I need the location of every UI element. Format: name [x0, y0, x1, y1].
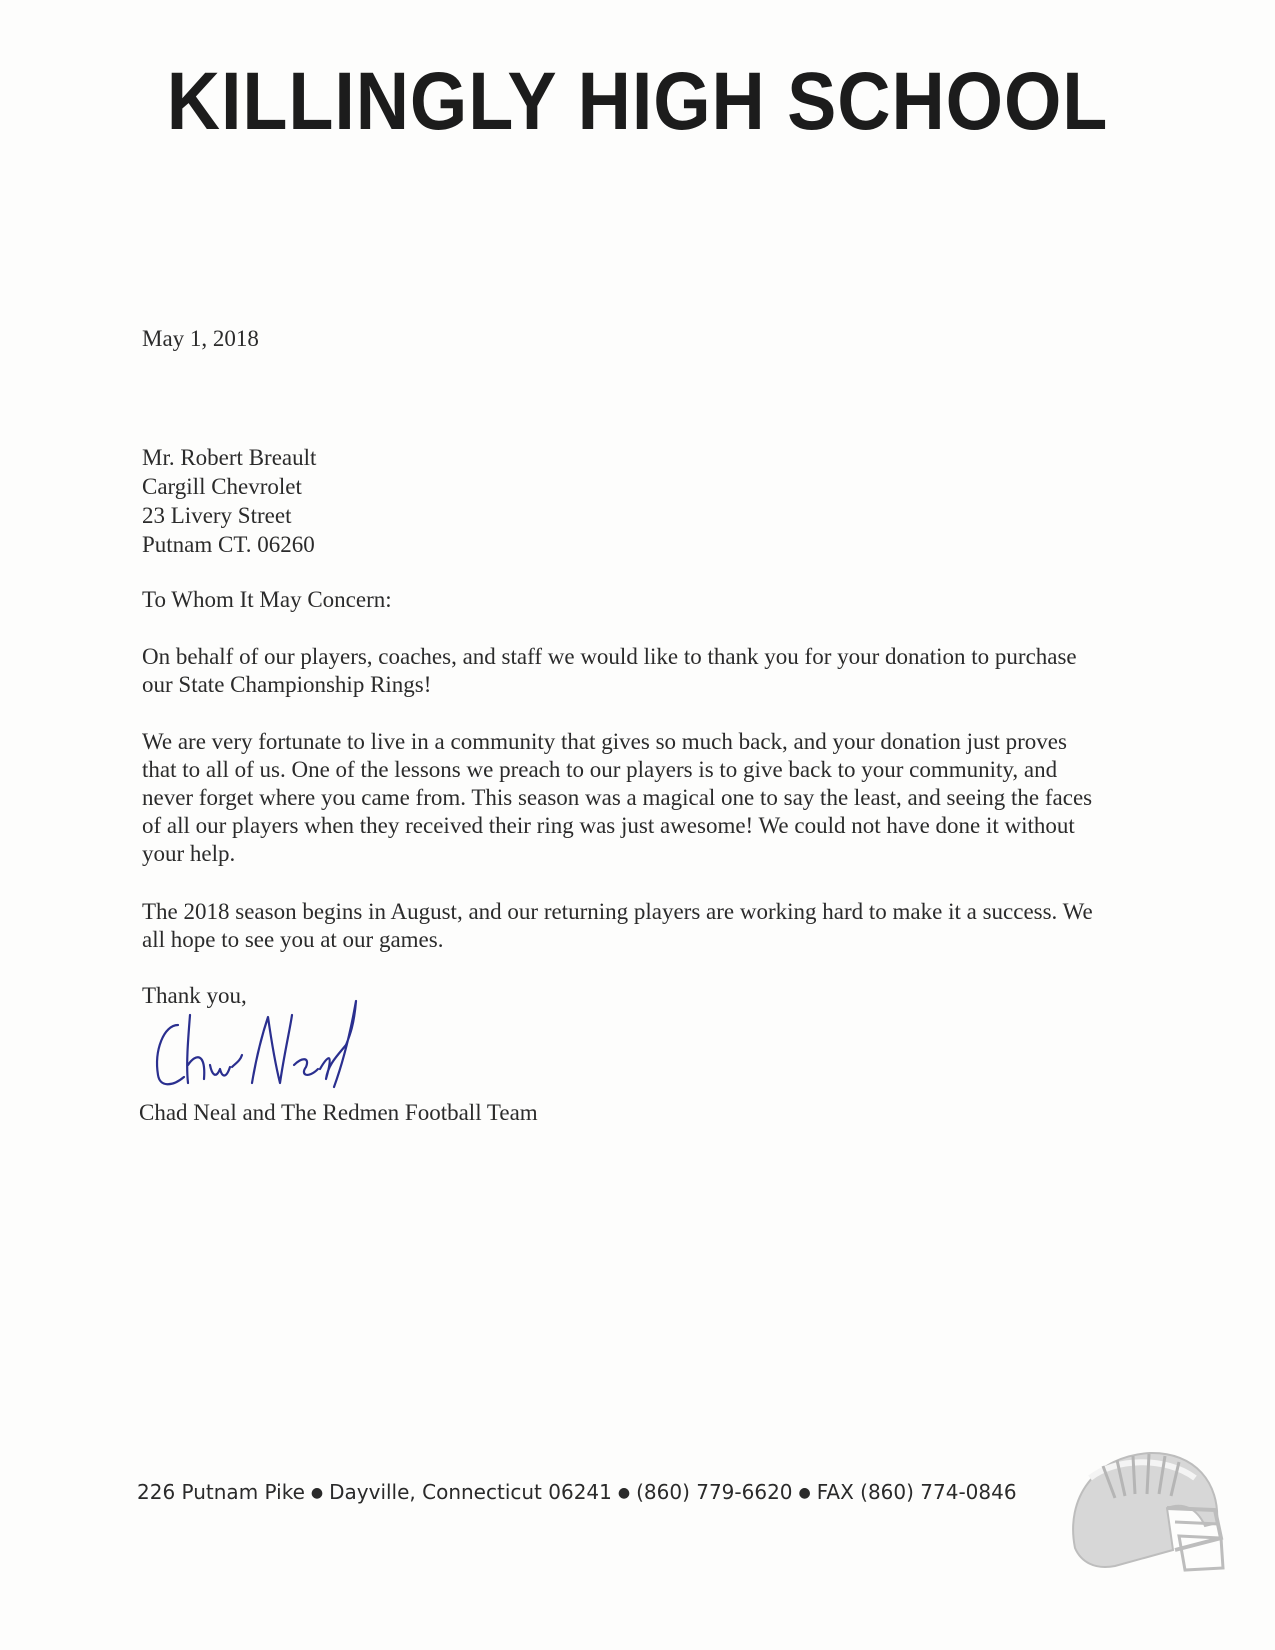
- recipient-name: Mr. Robert Breault: [142, 445, 317, 470]
- footer-fax: FAX (860) 774-0846: [816, 1480, 1017, 1504]
- body-paragraph: The 2018 season begins in August, and our returning players are working hard to make it a success. We all hope to see you at our games.: [142, 899, 1093, 952]
- letterhead-title: KILLINGLY HIGH SCHOOL: [166, 56, 1109, 147]
- handwritten-signature: [150, 995, 380, 1095]
- footer-contact: [137, 1480, 1017, 1504]
- bullet-separator: ●: [617, 1485, 631, 1501]
- body-paragraph: On behalf of our players, coaches, and staff we would like to thank you for your donation to purchase our State Championship Rings!: [142, 644, 1077, 697]
- signer-name: Chad Neal and The Redmen Football Team: [139, 1100, 538, 1125]
- helmet-logo-icon: [1055, 1438, 1225, 1588]
- recipient-city: Putnam CT. 06260: [142, 532, 315, 557]
- footer-city: Dayville, Connecticut 06241: [329, 1480, 612, 1504]
- recipient-address: [142, 443, 316, 559]
- recipient-company: Cargill Chevrolet: [142, 474, 302, 499]
- bullet-separator: ●: [310, 1485, 324, 1501]
- letter-date: May 1, 2018: [142, 326, 259, 351]
- bullet-separator: ●: [798, 1485, 811, 1501]
- body-paragraph: We are very fortunate to live in a community that gives so much back, and your donation just proves that to all of us. One of the lessons we preach to our players is to give back to your community, and never forget where you came from. This season was a magical one to say the least, and seeing the faces of all our players when they received their ring was just awesome! We could not have done it without your help.: [142, 729, 1093, 866]
- recipient-street: 23 Livery Street: [142, 503, 292, 528]
- footer-phone: (860) 779-6620: [636, 1480, 793, 1504]
- footer-address: 226 Putnam Pike: [137, 1480, 305, 1504]
- closing: Thank you,: [142, 983, 247, 1008]
- salutation: To Whom It May Concern:: [142, 587, 392, 612]
